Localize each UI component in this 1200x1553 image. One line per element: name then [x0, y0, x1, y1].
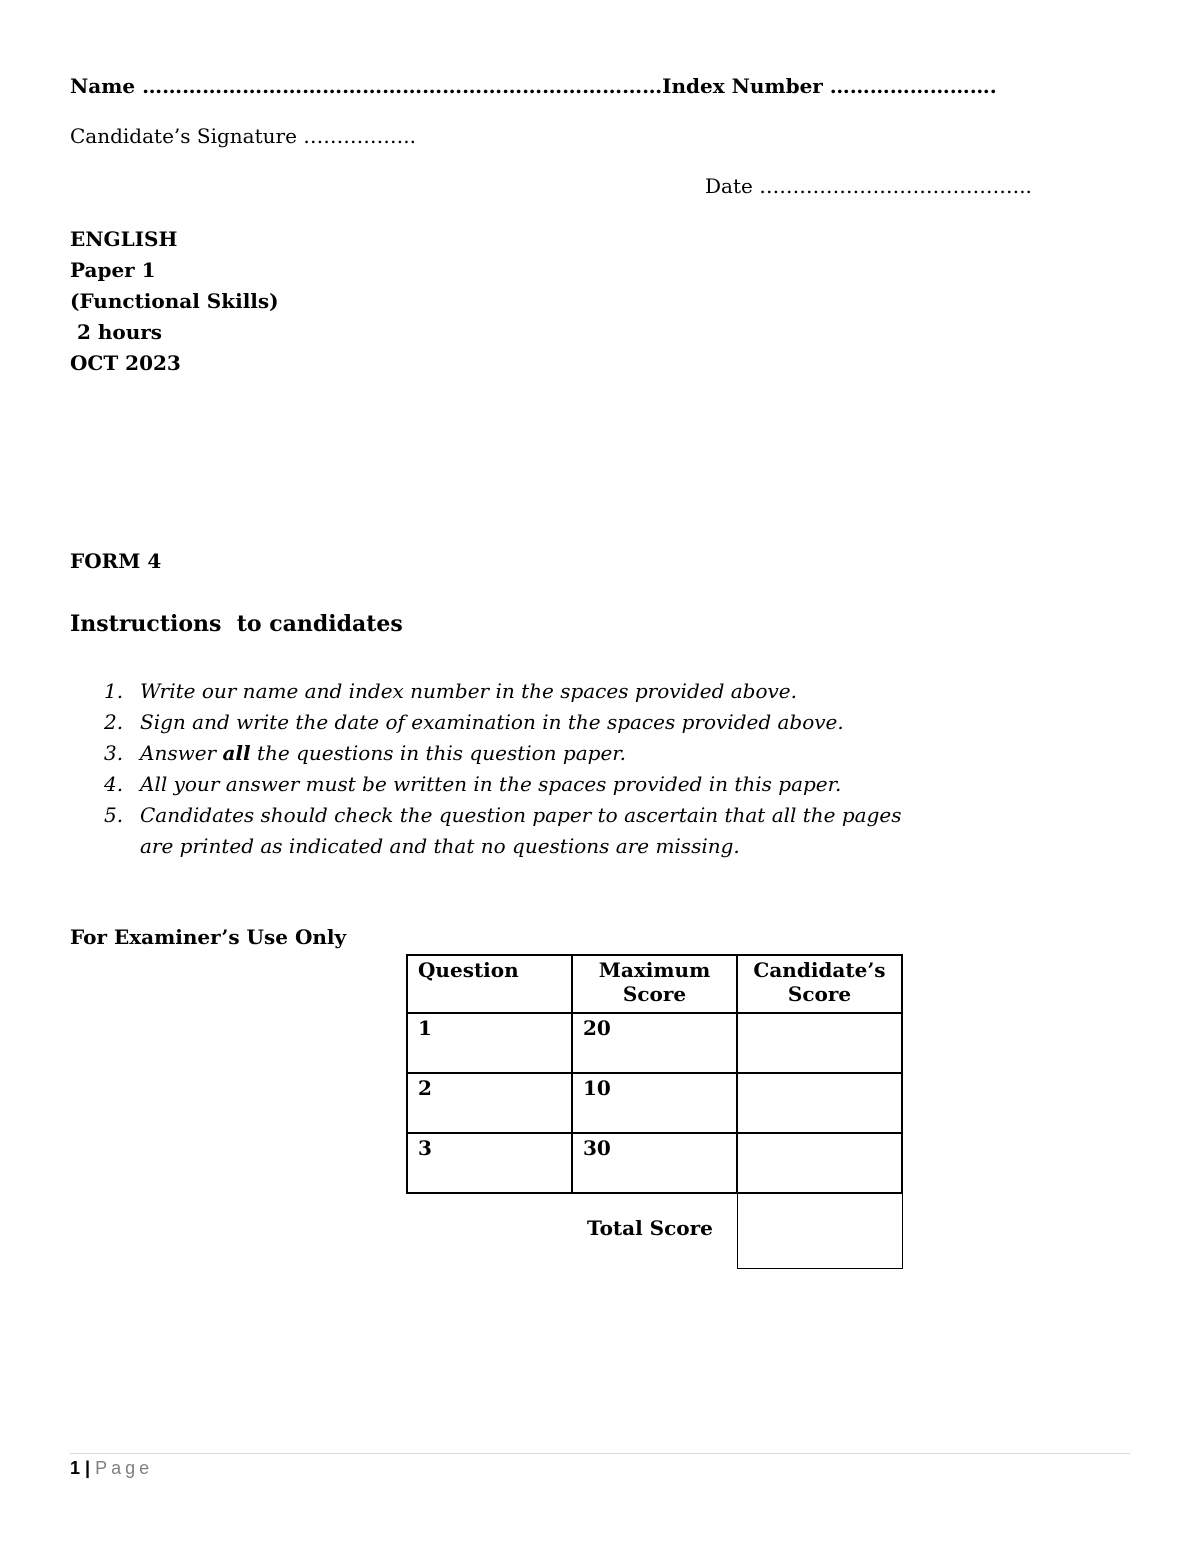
- candidate-signature-field[interactable]: Candidate’s Signature ……………..: [70, 124, 416, 148]
- paper-date: OCT 2023: [70, 351, 181, 375]
- question-number-cell: 3: [407, 1133, 572, 1193]
- instruction-item: [104, 800, 902, 862]
- instruction-text: All your answer must be written in the spaces provided in this paper.: [140, 772, 842, 796]
- instruction-text-post: the questions in this question paper.: [250, 741, 627, 765]
- question-number-cell: 1: [407, 1013, 572, 1073]
- instruction-number: 5.: [104, 803, 124, 827]
- header-maximum-score: [572, 955, 737, 1013]
- score-table-header: [407, 955, 902, 1013]
- name-dots: ……………………………………………………………………: [135, 74, 663, 98]
- instruction-item: [104, 769, 902, 800]
- header-maximum-line2: Score: [622, 982, 687, 1006]
- instruction-item: [104, 738, 902, 769]
- index-number-label: Index Number: [662, 74, 823, 98]
- instruction-item: [104, 676, 902, 707]
- instructions-list: [104, 676, 902, 862]
- paper-type: (Functional Skills): [70, 289, 279, 313]
- maximum-score-cell: 30: [572, 1133, 737, 1193]
- instruction-text-pre: Answer: [140, 741, 223, 765]
- header-candidate-score: [737, 955, 902, 1013]
- date-field[interactable]: Date …………………………………..: [705, 174, 1032, 198]
- maximum-score-cell: 10: [572, 1073, 737, 1133]
- instruction-item: [104, 707, 902, 738]
- score-table: [406, 954, 903, 1194]
- table-row: [407, 1013, 902, 1073]
- name-label: Name: [70, 74, 136, 98]
- paper-details: [70, 224, 279, 379]
- instruction-text: Write our name and index number in the spaces provided above.: [140, 679, 798, 703]
- header-candidate-line2: Score: [787, 982, 852, 1006]
- name-field[interactable]: [70, 74, 997, 98]
- instruction-text: Candidates should check the question paper to ascertain that all the pages: [140, 803, 902, 827]
- page-footer: [70, 1458, 153, 1479]
- instruction-text-continued: are printed as indicated and that no questions are missing.: [140, 834, 740, 858]
- instruction-number: 4.: [104, 772, 124, 796]
- paper-duration: 2 hours: [70, 320, 163, 344]
- header-candidate-line1: Candidate’s: [753, 958, 886, 982]
- header-question: Question: [407, 955, 572, 1013]
- index-number-dots: …………………….: [822, 74, 997, 98]
- footer-divider: [70, 1453, 1130, 1454]
- instruction-number: 2.: [104, 710, 124, 734]
- page-word: Page: [95, 1458, 154, 1478]
- instruction-text: Sign and write the date of examination in the spaces provided above.: [140, 710, 844, 734]
- table-row: [407, 1073, 902, 1133]
- candidate-score-cell[interactable]: [737, 1073, 902, 1133]
- examiner-use-label: For Examiner’s Use Only: [70, 925, 347, 949]
- instructions-title: Instructions to candidates: [70, 611, 403, 637]
- question-number-cell: 2: [407, 1073, 572, 1133]
- subject-title: ENGLISH: [70, 227, 178, 251]
- instruction-number: 3.: [104, 741, 124, 765]
- page-number: 1: [70, 1458, 81, 1478]
- instruction-number: 1.: [104, 679, 124, 703]
- total-score-box[interactable]: [737, 1181, 903, 1269]
- page-separator: |: [80, 1458, 96, 1478]
- candidate-score-cell[interactable]: [737, 1013, 902, 1073]
- maximum-score-cell: 20: [572, 1013, 737, 1073]
- instruction-emphasis: all: [222, 741, 251, 765]
- total-score-label: Total Score: [587, 1216, 713, 1240]
- paper-number: Paper 1: [70, 258, 156, 282]
- form-label: FORM 4: [70, 549, 162, 573]
- header-maximum-line1: Maximum: [598, 958, 711, 982]
